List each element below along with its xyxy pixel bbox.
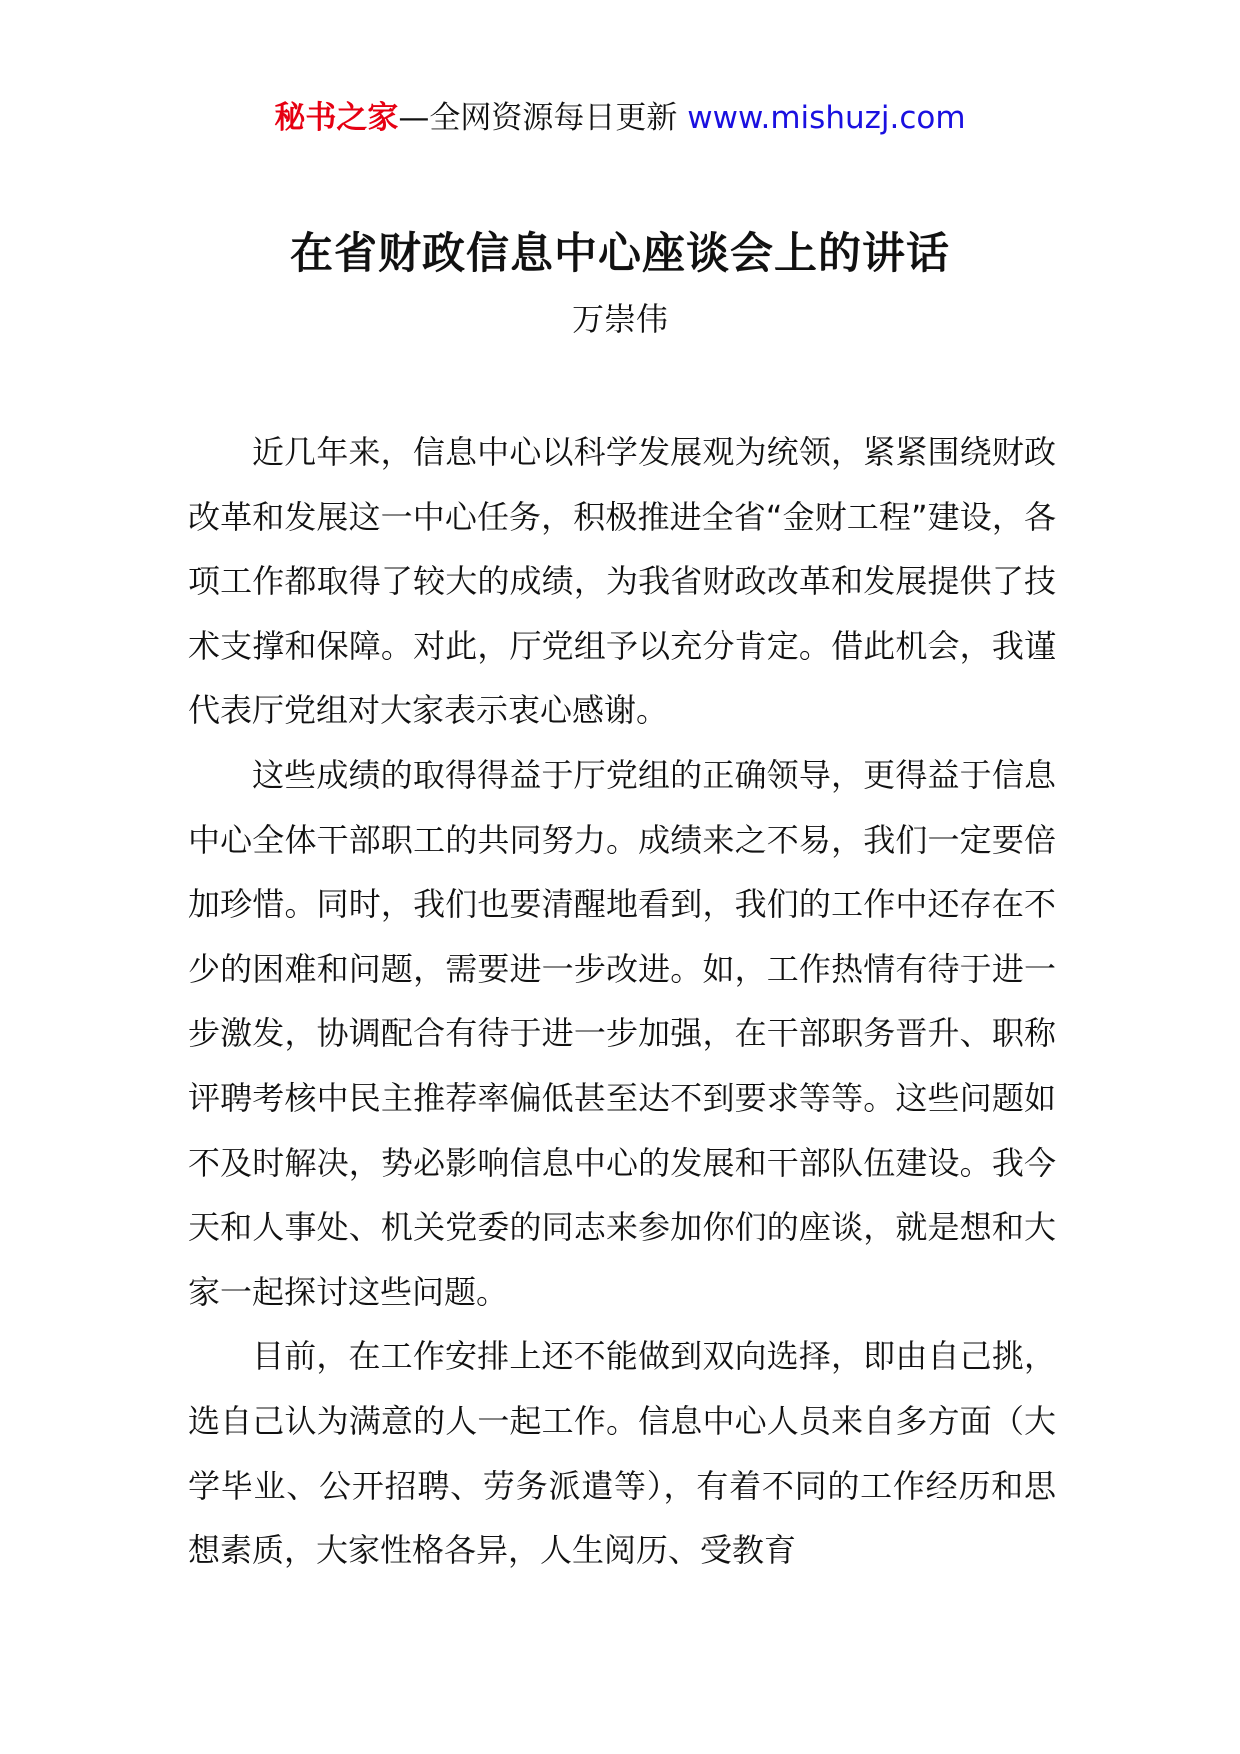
body-paragraph-1: 近几年来，信息中心以科学发展观为统领，紧紧围绕财政改革和发展这一中心任务，积极推进全省“金财工程”建设，各项工作都取得了较大的成绩，为我省财政改革和发展提供了技术支撑和保障。对此，厅党组予以充分肯定。借此机会，我谨代表厅党组对大家表示衷心感谢。: [188, 433, 1056, 730]
document-title: 在省财政信息中心座谈会上的讲话: [290, 229, 950, 279]
document-body: [188, 420, 1056, 1583]
site-url-link[interactable]: www.mishuzj.com: [687, 100, 966, 136]
header-slogan: —全网资源每日更新: [398, 100, 688, 136]
body-paragraph-2: 这些成绩的取得得益于厅党组的正确领导，更得益于信息中心全体干部职工的共同努力。成绩来之不易，我们一定要倍加珍惜。同时，我们也要清醒地看到，我们的工作中还存在不少的困难和问题，需要进一步改进。如，工作热情有待于进一步激发，协调配合有待于进一步加强，在干部职务晋升、职称评聘考核中民主推荐率偏低甚至达不到要求等等。这些问题如不及时解决，势必影响信息中心的发展和干部队伍建设。我今天和人事处、机关党委的同志来参加你们的座谈，就是想和大家一起探讨这些问题。: [188, 755, 1056, 1311]
document-author: 万崇伟: [571, 300, 668, 338]
brand-name: 秘书之家: [274, 100, 399, 136]
site-header: [0, 96, 1240, 140]
body-paragraph-3: 目前，在工作安排上还不能做到双向选择，即由自己挑，选自己认为满意的人一起工作。信息中心人员来自多方面（大学毕业、公开招聘、劳务派遣等），有着不同的工作经历和思想素质，大家性格各异，人生阅历、受教育: [188, 1337, 1056, 1570]
